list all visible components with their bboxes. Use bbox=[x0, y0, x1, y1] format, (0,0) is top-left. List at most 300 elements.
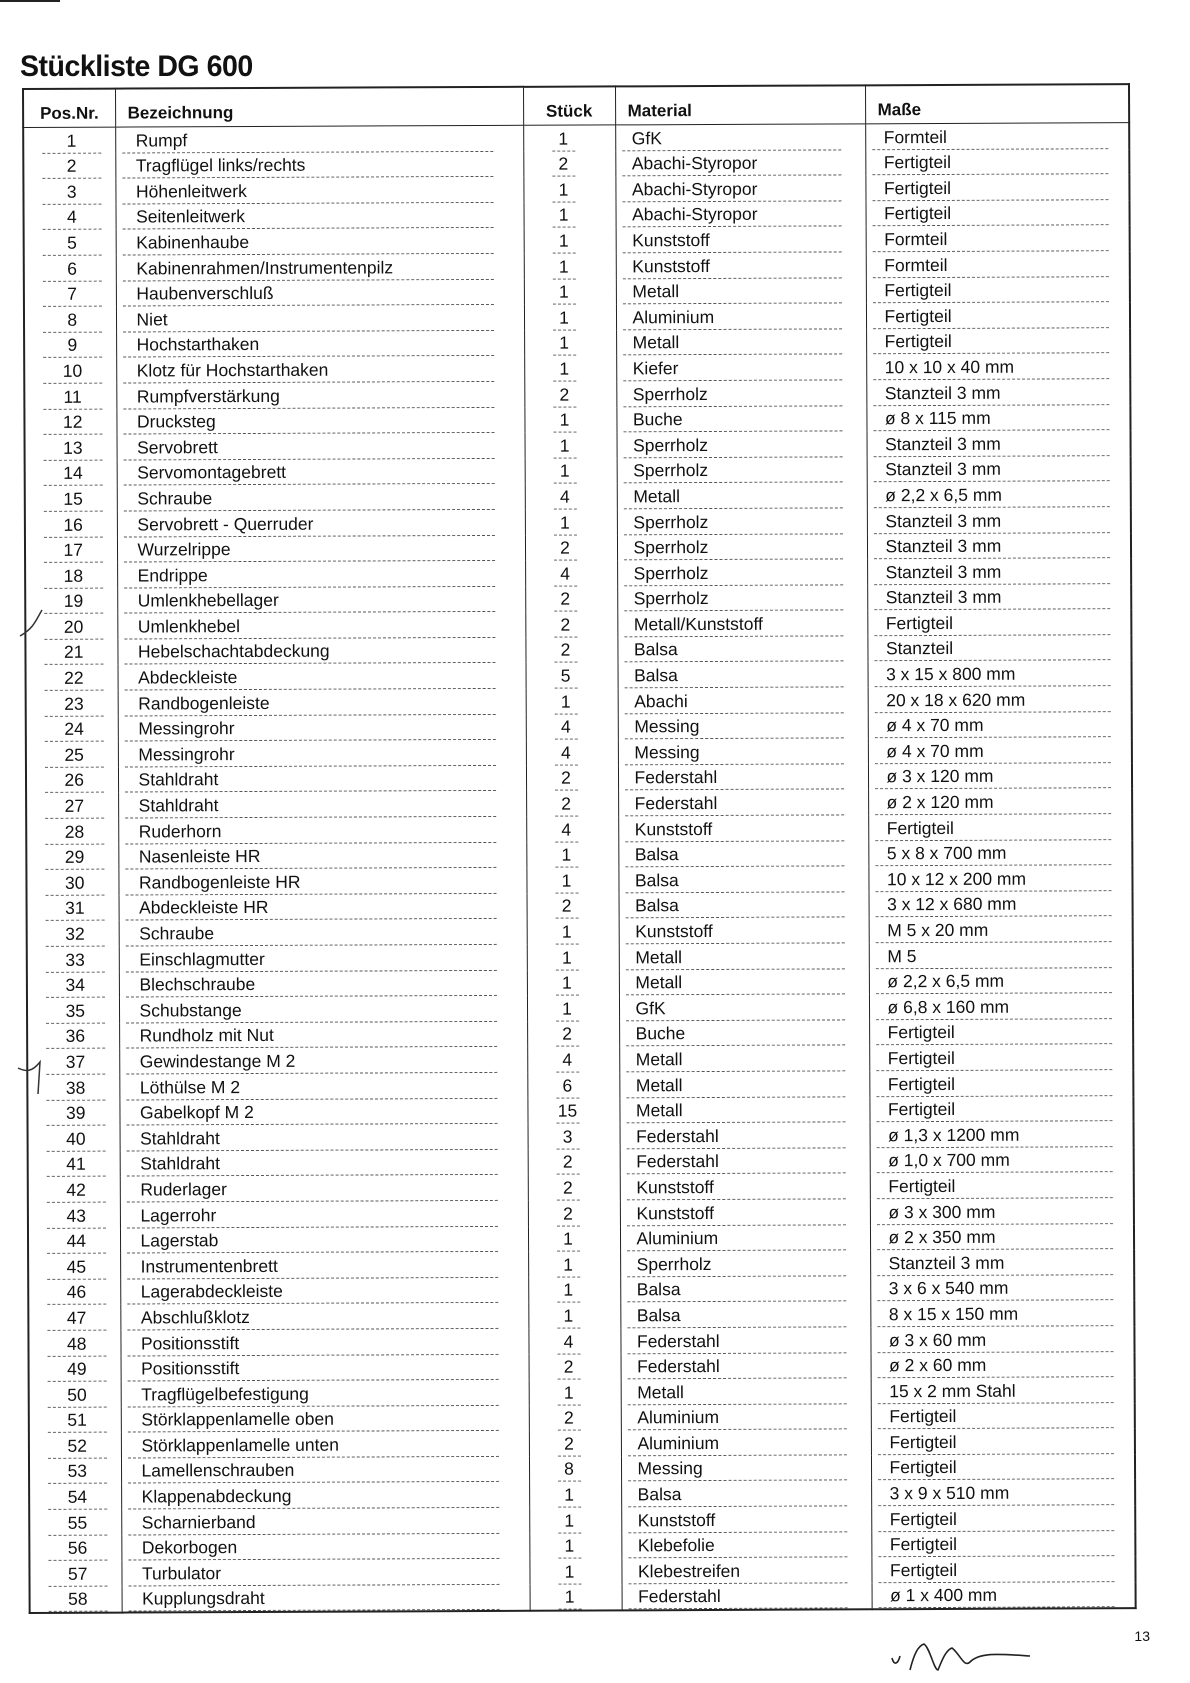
row-material-cell bbox=[620, 1250, 870, 1277]
row-dimensions: Fertigteil bbox=[872, 177, 1109, 201]
row-pos: 2 bbox=[42, 156, 101, 179]
row-name-cell bbox=[118, 663, 526, 690]
pen-mark-icon bbox=[16, 608, 46, 644]
row-dimensions: Formteil bbox=[872, 126, 1109, 150]
row-material-cell bbox=[621, 1353, 871, 1380]
row-name-cell bbox=[119, 970, 527, 997]
row-name-cell bbox=[119, 1073, 527, 1100]
row-qty-cell bbox=[526, 816, 618, 842]
row-name-cell bbox=[116, 382, 524, 409]
row-dimensions: Stanzteil 3 mm bbox=[873, 433, 1110, 457]
row-pos: 53 bbox=[48, 1461, 107, 1484]
row-qty-cell bbox=[528, 1124, 620, 1150]
row-dimensions: Fertigteil bbox=[872, 305, 1109, 329]
row-name-cell bbox=[120, 1278, 528, 1305]
table-row bbox=[27, 1096, 1133, 1126]
row-pos: 13 bbox=[44, 437, 103, 460]
row-qty: 2 bbox=[554, 768, 577, 791]
row-name-cell bbox=[116, 305, 524, 332]
row-pos: 19 bbox=[44, 591, 103, 614]
row-name-cell bbox=[118, 689, 526, 716]
row-name: Klotz für Hochstarthaken bbox=[123, 359, 494, 384]
row-dimensions: Stanzteil 3 mm bbox=[873, 510, 1110, 534]
row-dimensions: M 5 bbox=[875, 945, 1112, 969]
row-dimensions: Fertigteil bbox=[876, 1073, 1113, 1097]
row-name-cell bbox=[117, 459, 525, 486]
row-name: Seitenleitwerk bbox=[122, 205, 493, 230]
table-row bbox=[24, 354, 1130, 384]
row-name: Wurzelrippe bbox=[123, 538, 494, 563]
row-pos-cell bbox=[24, 358, 116, 384]
row-name-cell bbox=[119, 894, 527, 921]
parts-table bbox=[22, 83, 1137, 1614]
row-dimensions-cell bbox=[870, 1121, 1134, 1148]
row-material: Kunststoff bbox=[625, 920, 844, 944]
row-pos-cell bbox=[26, 742, 118, 768]
row-name: Kabinenhaube bbox=[122, 231, 493, 256]
row-qty-cell bbox=[525, 458, 617, 484]
row-material-cell bbox=[622, 1583, 872, 1611]
row-pos: 15 bbox=[44, 489, 103, 512]
table-row bbox=[28, 1198, 1134, 1228]
row-pos: 18 bbox=[44, 565, 103, 588]
row-qty-cell bbox=[526, 714, 618, 740]
row-name-cell bbox=[121, 1405, 529, 1432]
row-qty-cell bbox=[528, 1252, 620, 1278]
row-material: Federstahl bbox=[624, 767, 843, 791]
row-name: Schubstange bbox=[125, 999, 496, 1024]
row-dimensions-cell bbox=[871, 1377, 1135, 1404]
row-name: Stahldraht bbox=[125, 794, 496, 819]
row-pos: 1 bbox=[42, 130, 101, 153]
row-material-cell bbox=[619, 943, 869, 970]
table-row bbox=[29, 1480, 1135, 1510]
row-material-cell bbox=[620, 1199, 870, 1226]
row-qty-cell bbox=[523, 151, 615, 177]
table-row bbox=[23, 123, 1129, 154]
row-dimensions-cell bbox=[870, 1300, 1134, 1327]
row-name: Nasenleiste HR bbox=[125, 845, 496, 870]
row-name-cell bbox=[119, 919, 527, 946]
row-material: Kiefer bbox=[623, 357, 842, 381]
table-row bbox=[26, 763, 1132, 793]
row-qty-cell bbox=[524, 279, 616, 305]
row-material: Metall bbox=[626, 1074, 845, 1098]
row-qty-cell bbox=[523, 177, 615, 203]
pen-mark-icon bbox=[16, 1060, 46, 1096]
row-material-cell bbox=[618, 739, 868, 766]
row-pos: 35 bbox=[46, 1000, 105, 1023]
row-pos: 16 bbox=[44, 514, 103, 537]
row-material-cell bbox=[616, 303, 866, 330]
row-pos-cell bbox=[25, 537, 117, 563]
row-qty: 1 bbox=[555, 947, 578, 970]
row-material-cell bbox=[619, 1097, 869, 1124]
row-name: Dekorbogen bbox=[128, 1536, 499, 1561]
row-material: GfK bbox=[625, 997, 844, 1021]
row-dimensions-cell bbox=[867, 507, 1131, 534]
page-title: Stückliste DG 600 bbox=[20, 50, 253, 83]
row-qty: 1 bbox=[557, 1382, 580, 1405]
row-pos: 30 bbox=[45, 872, 104, 895]
row-qty-cell bbox=[529, 1431, 621, 1457]
table-row bbox=[26, 865, 1132, 895]
row-qty: 1 bbox=[558, 1561, 581, 1584]
row-dimensions: ø 2 x 350 mm bbox=[876, 1226, 1113, 1250]
row-qty-cell bbox=[525, 561, 617, 587]
row-material-cell bbox=[619, 1046, 869, 1073]
row-pos: 40 bbox=[47, 1128, 106, 1151]
row-qty-cell bbox=[529, 1482, 621, 1508]
row-material: Kunststoff bbox=[622, 255, 841, 279]
row-pos: 45 bbox=[47, 1256, 106, 1279]
row-qty: 4 bbox=[554, 563, 577, 586]
table-header-row bbox=[23, 84, 1129, 127]
row-name-cell bbox=[122, 1585, 530, 1613]
table-row bbox=[28, 1249, 1134, 1279]
row-material: Federstahl bbox=[626, 1125, 845, 1149]
row-pos-cell bbox=[24, 384, 116, 410]
row-dimensions-cell bbox=[867, 430, 1131, 457]
row-name-cell bbox=[116, 254, 524, 281]
table-row bbox=[29, 1428, 1135, 1458]
row-qty: 1 bbox=[553, 359, 576, 382]
row-material: Balsa bbox=[624, 664, 843, 688]
row-dimensions: 10 x 10 x 40 mm bbox=[873, 356, 1110, 380]
row-name: Blechschraube bbox=[125, 973, 496, 998]
row-qty-cell bbox=[529, 1354, 621, 1380]
table-row bbox=[26, 737, 1132, 767]
row-dimensions-cell bbox=[867, 635, 1131, 662]
page-number: 13 bbox=[1134, 1628, 1150, 1644]
row-qty: 1 bbox=[554, 691, 577, 714]
row-qty: 3 bbox=[556, 1126, 579, 1149]
row-qty-cell bbox=[527, 1021, 619, 1047]
row-material: Buche bbox=[626, 1023, 845, 1047]
row-dimensions: ø 3 x 120 mm bbox=[874, 766, 1111, 790]
row-name-cell bbox=[118, 766, 526, 793]
row-material-cell bbox=[617, 534, 867, 561]
row-qty-cell bbox=[526, 842, 618, 868]
row-pos: 36 bbox=[46, 1026, 105, 1049]
row-dimensions-cell bbox=[867, 584, 1131, 611]
row-name: Scharnierband bbox=[128, 1511, 499, 1536]
row-dimensions-cell bbox=[871, 1454, 1135, 1481]
row-pos-cell bbox=[25, 435, 117, 461]
row-dimensions: Stanzteil 3 mm bbox=[877, 1252, 1114, 1276]
row-name-cell bbox=[121, 1380, 529, 1407]
row-qty-cell bbox=[527, 919, 619, 945]
row-name: Rumpfverstärkung bbox=[123, 384, 494, 409]
table-row bbox=[28, 1326, 1134, 1356]
row-material: Buche bbox=[623, 409, 842, 433]
row-dimensions: Stanzteil 3 mm bbox=[873, 535, 1110, 559]
row-dimensions: M 5 x 20 mm bbox=[875, 919, 1112, 943]
table-row bbox=[26, 840, 1132, 870]
row-material: Balsa bbox=[625, 869, 844, 893]
table-row bbox=[29, 1556, 1135, 1586]
row-name: Störklappenlamelle oben bbox=[127, 1408, 498, 1433]
row-name-cell bbox=[119, 945, 527, 972]
row-name-cell bbox=[120, 1329, 528, 1356]
row-qty-cell bbox=[529, 1507, 621, 1533]
table-row bbox=[24, 200, 1130, 230]
row-name: Lamellenschrauben bbox=[127, 1459, 498, 1484]
row-name: Lagerabdeckleiste bbox=[127, 1280, 498, 1305]
row-material: Abachi-Styropor bbox=[622, 204, 841, 228]
table-row bbox=[28, 1300, 1134, 1330]
row-material: Metall bbox=[625, 972, 844, 996]
row-material-cell bbox=[619, 969, 869, 996]
row-dimensions: Fertigteil bbox=[872, 151, 1109, 175]
row-pos: 23 bbox=[45, 693, 104, 716]
row-material-cell bbox=[618, 687, 868, 714]
row-qty: 1 bbox=[557, 1305, 580, 1328]
row-name-cell bbox=[121, 1354, 529, 1381]
row-qty: 1 bbox=[552, 179, 575, 202]
row-dimensions-cell bbox=[868, 814, 1132, 841]
row-pos-cell bbox=[28, 1228, 120, 1254]
row-dimensions-cell bbox=[868, 840, 1132, 867]
row-name: Randbogenleiste HR bbox=[125, 871, 496, 896]
table-row bbox=[24, 328, 1130, 358]
row-pos-cell bbox=[24, 204, 116, 230]
row-dimensions: 3 x 15 x 800 mm bbox=[874, 663, 1111, 687]
row-material: Metall bbox=[626, 1048, 845, 1072]
row-pos-cell bbox=[25, 460, 117, 486]
row-pos-cell bbox=[27, 998, 119, 1024]
row-material: Aluminium bbox=[627, 1432, 846, 1456]
row-material-cell bbox=[618, 764, 868, 791]
row-material-cell bbox=[616, 252, 866, 279]
row-material: Kunststoff bbox=[622, 229, 841, 253]
row-dimensions: Fertigteil bbox=[877, 1457, 1114, 1481]
row-name: Haubenverschluß bbox=[122, 282, 493, 307]
row-material-cell bbox=[616, 380, 866, 407]
row-qty: 1 bbox=[553, 333, 576, 356]
row-pos-cell bbox=[28, 1330, 120, 1356]
row-pos-cell bbox=[25, 486, 117, 512]
row-material: Sperrholz bbox=[623, 511, 842, 535]
row-name-cell bbox=[116, 331, 524, 358]
row-material-cell bbox=[620, 1122, 870, 1149]
table-row bbox=[25, 558, 1131, 588]
row-name-cell bbox=[115, 177, 523, 204]
row-qty-cell bbox=[524, 407, 616, 433]
row-material-cell bbox=[621, 1430, 871, 1457]
row-dimensions-cell bbox=[867, 533, 1131, 560]
row-qty: 2 bbox=[554, 614, 577, 637]
row-name-cell bbox=[116, 356, 524, 383]
row-qty-cell bbox=[524, 228, 616, 254]
row-material: Aluminium bbox=[626, 1228, 845, 1252]
row-pos-cell bbox=[27, 972, 119, 998]
row-dimensions-cell bbox=[869, 917, 1133, 944]
row-qty: 1 bbox=[558, 1485, 581, 1508]
row-pos-cell bbox=[24, 409, 116, 435]
row-dimensions-cell bbox=[867, 481, 1131, 508]
header-material: Material bbox=[615, 85, 865, 125]
row-material-cell bbox=[615, 124, 865, 151]
row-material-cell bbox=[621, 1404, 871, 1431]
row-dimensions-cell bbox=[869, 1045, 1133, 1072]
row-pos: 41 bbox=[47, 1154, 106, 1177]
signature-icon bbox=[890, 1640, 1040, 1680]
table-row bbox=[29, 1403, 1135, 1433]
row-dimensions: ø 2 x 60 mm bbox=[877, 1354, 1114, 1378]
row-dimensions-cell bbox=[865, 149, 1129, 176]
row-qty: 1 bbox=[553, 461, 576, 484]
row-dimensions: 3 x 12 x 680 mm bbox=[875, 894, 1112, 918]
row-name: Positionsstift bbox=[127, 1357, 498, 1382]
row-name: Lagerstab bbox=[126, 1229, 497, 1254]
row-material: Kunststoff bbox=[625, 818, 844, 842]
row-pos: 46 bbox=[47, 1282, 106, 1305]
row-dimensions-cell bbox=[866, 405, 1130, 432]
row-material: Messing bbox=[624, 716, 843, 740]
table-row bbox=[23, 174, 1129, 204]
row-name-cell bbox=[118, 714, 526, 741]
row-dimensions: Fertigteil bbox=[878, 1533, 1115, 1557]
row-pos: 58 bbox=[49, 1589, 108, 1612]
table-row bbox=[26, 661, 1132, 691]
row-name: Servobrett - Querruder bbox=[123, 512, 494, 537]
row-qty: 2 bbox=[557, 1408, 580, 1431]
row-name-cell bbox=[115, 125, 523, 153]
table-row bbox=[23, 149, 1129, 179]
row-material-cell bbox=[617, 508, 867, 535]
row-dimensions-cell bbox=[869, 993, 1133, 1020]
row-qty-cell bbox=[524, 356, 616, 382]
table-row bbox=[27, 942, 1133, 972]
row-material: Balsa bbox=[627, 1304, 846, 1328]
row-material: Sperrholz bbox=[624, 562, 843, 586]
row-material: Aluminium bbox=[622, 306, 841, 330]
row-pos: 50 bbox=[48, 1384, 107, 1407]
row-material: Metall bbox=[627, 1381, 846, 1405]
row-name: Löthülse M 2 bbox=[126, 1076, 497, 1101]
row-qty-cell bbox=[528, 1277, 620, 1303]
row-name: Stahldraht bbox=[126, 1152, 497, 1177]
row-material-cell bbox=[616, 329, 866, 356]
row-name: Abschlußklotz bbox=[127, 1306, 498, 1331]
row-dimensions: Stanzteil bbox=[874, 638, 1111, 662]
row-material: Sperrholz bbox=[623, 460, 842, 484]
row-material: Balsa bbox=[625, 895, 844, 919]
row-material-cell bbox=[616, 355, 866, 382]
parts-list-sheet bbox=[22, 83, 1135, 1631]
row-qty: 1 bbox=[555, 845, 578, 868]
row-material: Balsa bbox=[625, 844, 844, 868]
row-qty: 1 bbox=[553, 435, 576, 458]
row-pos: 28 bbox=[45, 821, 104, 844]
row-qty: 1 bbox=[553, 410, 576, 433]
row-material-cell bbox=[620, 1225, 870, 1252]
row-qty: 1 bbox=[558, 1587, 581, 1610]
table-row bbox=[25, 456, 1131, 486]
row-qty: 2 bbox=[557, 1357, 580, 1380]
row-dimensions: ø 2 x 120 mm bbox=[875, 791, 1112, 815]
table-row bbox=[28, 1121, 1134, 1151]
row-qty: 1 bbox=[555, 973, 578, 996]
row-qty: 1 bbox=[556, 1229, 579, 1252]
row-name-cell bbox=[118, 740, 526, 767]
row-pos: 4 bbox=[43, 207, 102, 230]
row-dimensions: ø 1,0 x 700 mm bbox=[876, 1150, 1113, 1174]
row-dimensions: Fertigteil bbox=[872, 279, 1109, 303]
row-qty: 2 bbox=[553, 384, 576, 407]
row-dimensions-cell bbox=[871, 1556, 1135, 1583]
row-qty-cell bbox=[527, 996, 619, 1022]
row-qty: 1 bbox=[552, 307, 575, 330]
row-qty-cell bbox=[529, 1405, 621, 1431]
row-dimensions: 3 x 6 x 540 mm bbox=[877, 1278, 1114, 1302]
table-row bbox=[27, 1045, 1133, 1075]
row-qty-cell bbox=[525, 612, 617, 638]
row-material-cell bbox=[621, 1532, 871, 1559]
row-pos: 8 bbox=[43, 309, 102, 332]
row-material-cell bbox=[619, 918, 869, 945]
row-name: Hebelschachtabdeckung bbox=[124, 640, 495, 665]
row-name-cell bbox=[119, 1098, 527, 1125]
table-row bbox=[28, 1147, 1134, 1177]
row-qty-cell bbox=[525, 509, 617, 535]
row-pos: 10 bbox=[43, 361, 102, 384]
row-material: Sperrholz bbox=[624, 588, 843, 612]
table-body bbox=[23, 123, 1135, 1614]
row-name-cell bbox=[117, 510, 525, 537]
table-row bbox=[27, 891, 1133, 921]
row-dimensions: ø 2,2 x 6,5 mm bbox=[873, 484, 1110, 508]
row-name-cell bbox=[120, 1303, 528, 1330]
row-pos-cell bbox=[29, 1484, 121, 1510]
row-pos: 11 bbox=[43, 386, 102, 409]
row-qty-cell bbox=[527, 1047, 619, 1073]
table-row bbox=[25, 609, 1131, 639]
row-pos-cell bbox=[26, 793, 118, 819]
row-dimensions: Stanzteil 3 mm bbox=[874, 561, 1111, 585]
table-row bbox=[24, 302, 1130, 332]
row-dimensions-cell bbox=[866, 354, 1130, 381]
row-material: Kunststoff bbox=[626, 1202, 845, 1226]
row-dimensions: 15 x 2 mm Stahl bbox=[877, 1380, 1114, 1404]
row-dimensions-cell bbox=[867, 558, 1131, 585]
row-pos-cell bbox=[26, 767, 118, 793]
row-name: Störklappenlamelle unten bbox=[127, 1434, 498, 1459]
row-name: Servobrett bbox=[123, 436, 494, 461]
row-pos: 56 bbox=[48, 1538, 107, 1561]
row-pos: 29 bbox=[45, 847, 104, 870]
row-dimensions: Formteil bbox=[872, 228, 1109, 252]
row-dimensions: 20 x 18 x 620 mm bbox=[874, 689, 1111, 713]
row-pos-cell bbox=[29, 1535, 121, 1561]
row-dimensions: Stanzteil 3 mm bbox=[873, 459, 1110, 483]
row-qty-cell bbox=[527, 970, 619, 996]
row-pos: 25 bbox=[45, 744, 104, 767]
row-name: Stahldraht bbox=[124, 768, 495, 793]
row-material-cell bbox=[617, 636, 867, 663]
row-material-cell bbox=[619, 1071, 869, 1098]
row-name-cell bbox=[117, 586, 525, 613]
row-material: Aluminium bbox=[627, 1407, 846, 1431]
row-dimensions-cell bbox=[869, 891, 1133, 918]
header-qty: Stück bbox=[523, 86, 615, 125]
row-pos: 7 bbox=[43, 284, 102, 307]
row-pos-cell bbox=[26, 870, 118, 896]
row-name-cell bbox=[118, 791, 526, 818]
row-dimensions: Fertigteil bbox=[878, 1559, 1115, 1583]
table-row bbox=[26, 686, 1132, 716]
